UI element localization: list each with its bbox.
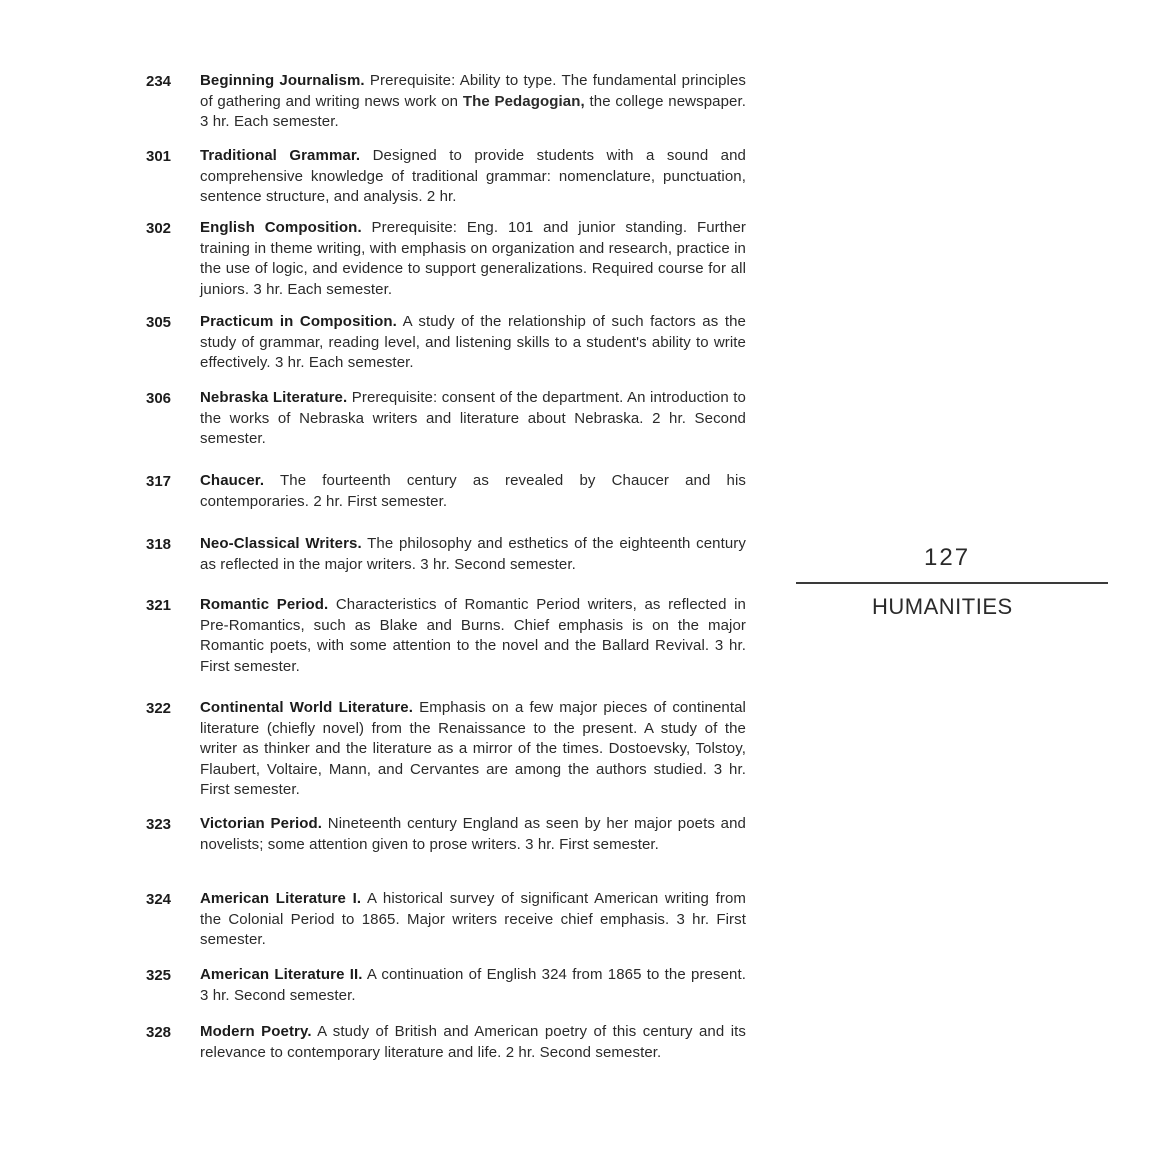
newspaper-name: The Pedagogian, [462, 92, 585, 110]
course-description [200, 534, 746, 575]
course-description [200, 1022, 746, 1063]
course-desc-text: A historical survey of significant American writing from the Colonial Period to 1865. Major writers receive chief emphasis. 3 hr. First semester. [200, 890, 746, 949]
course-description [200, 312, 746, 374]
course-number: 234 [146, 73, 172, 90]
course-description [200, 146, 746, 208]
course-title: Beginning Journalism. [200, 72, 365, 89]
course-number: 317 [146, 473, 172, 490]
course-desc-text: Characteristics of Romantic Period writers, as reflected in Pre-Romantics, such as Blake and Burns. Chief emphasis is on the major Romantic poets, with some attention to the novel and the Ballard Revival. 3 hr. First semester. [200, 596, 746, 675]
course-description [200, 889, 746, 951]
course-number: 325 [146, 967, 172, 984]
course-title: Victorian Period. [200, 815, 323, 832]
course-title: American Literature I. [200, 890, 362, 907]
course-title: Practicum in Composition. [200, 313, 397, 330]
course-title: Continental World Literature. [200, 699, 414, 716]
course-number: 321 [146, 597, 172, 614]
course-number: 301 [146, 148, 172, 165]
course-desc-text: The philosophy and esthetics of the eighteenth century as reflected in the major writers. 3 hr. Second semester. [200, 535, 746, 573]
course-description [200, 471, 746, 512]
course-description [200, 388, 746, 450]
course-desc-text: Prerequisite: consent of the department. An introduction to the works of Nebraska writers and literature about Nebraska. 2 hr. Second semester. [200, 389, 746, 448]
course-title: Modern Poetry. [200, 1023, 312, 1040]
course-desc-text: A study of the relationship of such factors as the study of grammar, reading level, and listening skills to a student's ability to write effectively. 3 hr. Each semester. [200, 313, 746, 372]
course-title: American Literature II. [200, 966, 363, 983]
course-number: 323 [146, 816, 172, 833]
course-title: Romantic Period. [200, 596, 329, 613]
course-desc-text: the college newspaper. 3 hr. Each semester. [200, 92, 746, 131]
course-number: 328 [146, 1024, 172, 1041]
course-desc-text: A continuation of English 324 from 1865 to the present. 3 hr. Second semester. [200, 966, 747, 1004]
course-number: 305 [146, 314, 172, 331]
course-desc-text: Emphasis on a few major pieces of continental literature (chiefly novel) from the Renaissance to the present. A study of the writer as thinker and the literature as a mirror of the times. Dostoevsky, Tolstoy, Flaubert, Voltaire, Mann, and Cervantes are among the authors studied. 3 hr. First semester. [200, 699, 746, 799]
course-number: 324 [146, 891, 172, 908]
section-title: HUMANITIES [872, 594, 1013, 619]
course-number: 318 [146, 536, 172, 553]
course-desc-text: Prerequisite: Eng. 101 and junior standing. Further training in theme writing, with emphasis on organization and research, practice in the use of logic, and evidence to support generalizations. Required course for all juniors. 3 hr. Each semester. [200, 219, 746, 298]
course-title: Nebraska Literature. [200, 389, 348, 406]
course-number: 322 [146, 700, 172, 717]
course-title: Chaucer. [200, 472, 265, 489]
course-description [200, 814, 746, 855]
course-desc-text: Designed to provide students with a sound and comprehensive knowledge of traditional grammar: nomenclature, punctuation, sentence structure, and analysis. 2 hr. [200, 147, 746, 206]
course-title: Traditional Grammar. [200, 147, 361, 164]
course-desc-text: The fourteenth century as revealed by Chaucer and his contemporaries. 2 hr. First semester. [200, 472, 746, 510]
course-number: 306 [146, 390, 172, 407]
course-description [200, 595, 746, 677]
course-desc-text: A study of British and American poetry of this century and its relevance to contemporary literature and life. 2 hr. Second semester. [200, 1023, 746, 1061]
course-description [200, 965, 746, 1006]
page-number: 127 [924, 544, 971, 571]
course-desc-text: Prerequisite: Ability to type. The fundamental principles of gathering and writing news work on [200, 72, 746, 110]
course-number: 302 [146, 220, 172, 237]
course-description [200, 218, 746, 300]
course-description [200, 71, 746, 133]
course-desc-text: Nineteenth century England as seen by her major poets and novelists; some attention given to prose writers. 3 hr. First semester. [200, 815, 746, 853]
course-description [200, 698, 746, 801]
course-title: English Composition. [200, 219, 362, 236]
course-title: Neo-Classical Writers. [200, 535, 362, 552]
section-divider [796, 582, 1108, 584]
